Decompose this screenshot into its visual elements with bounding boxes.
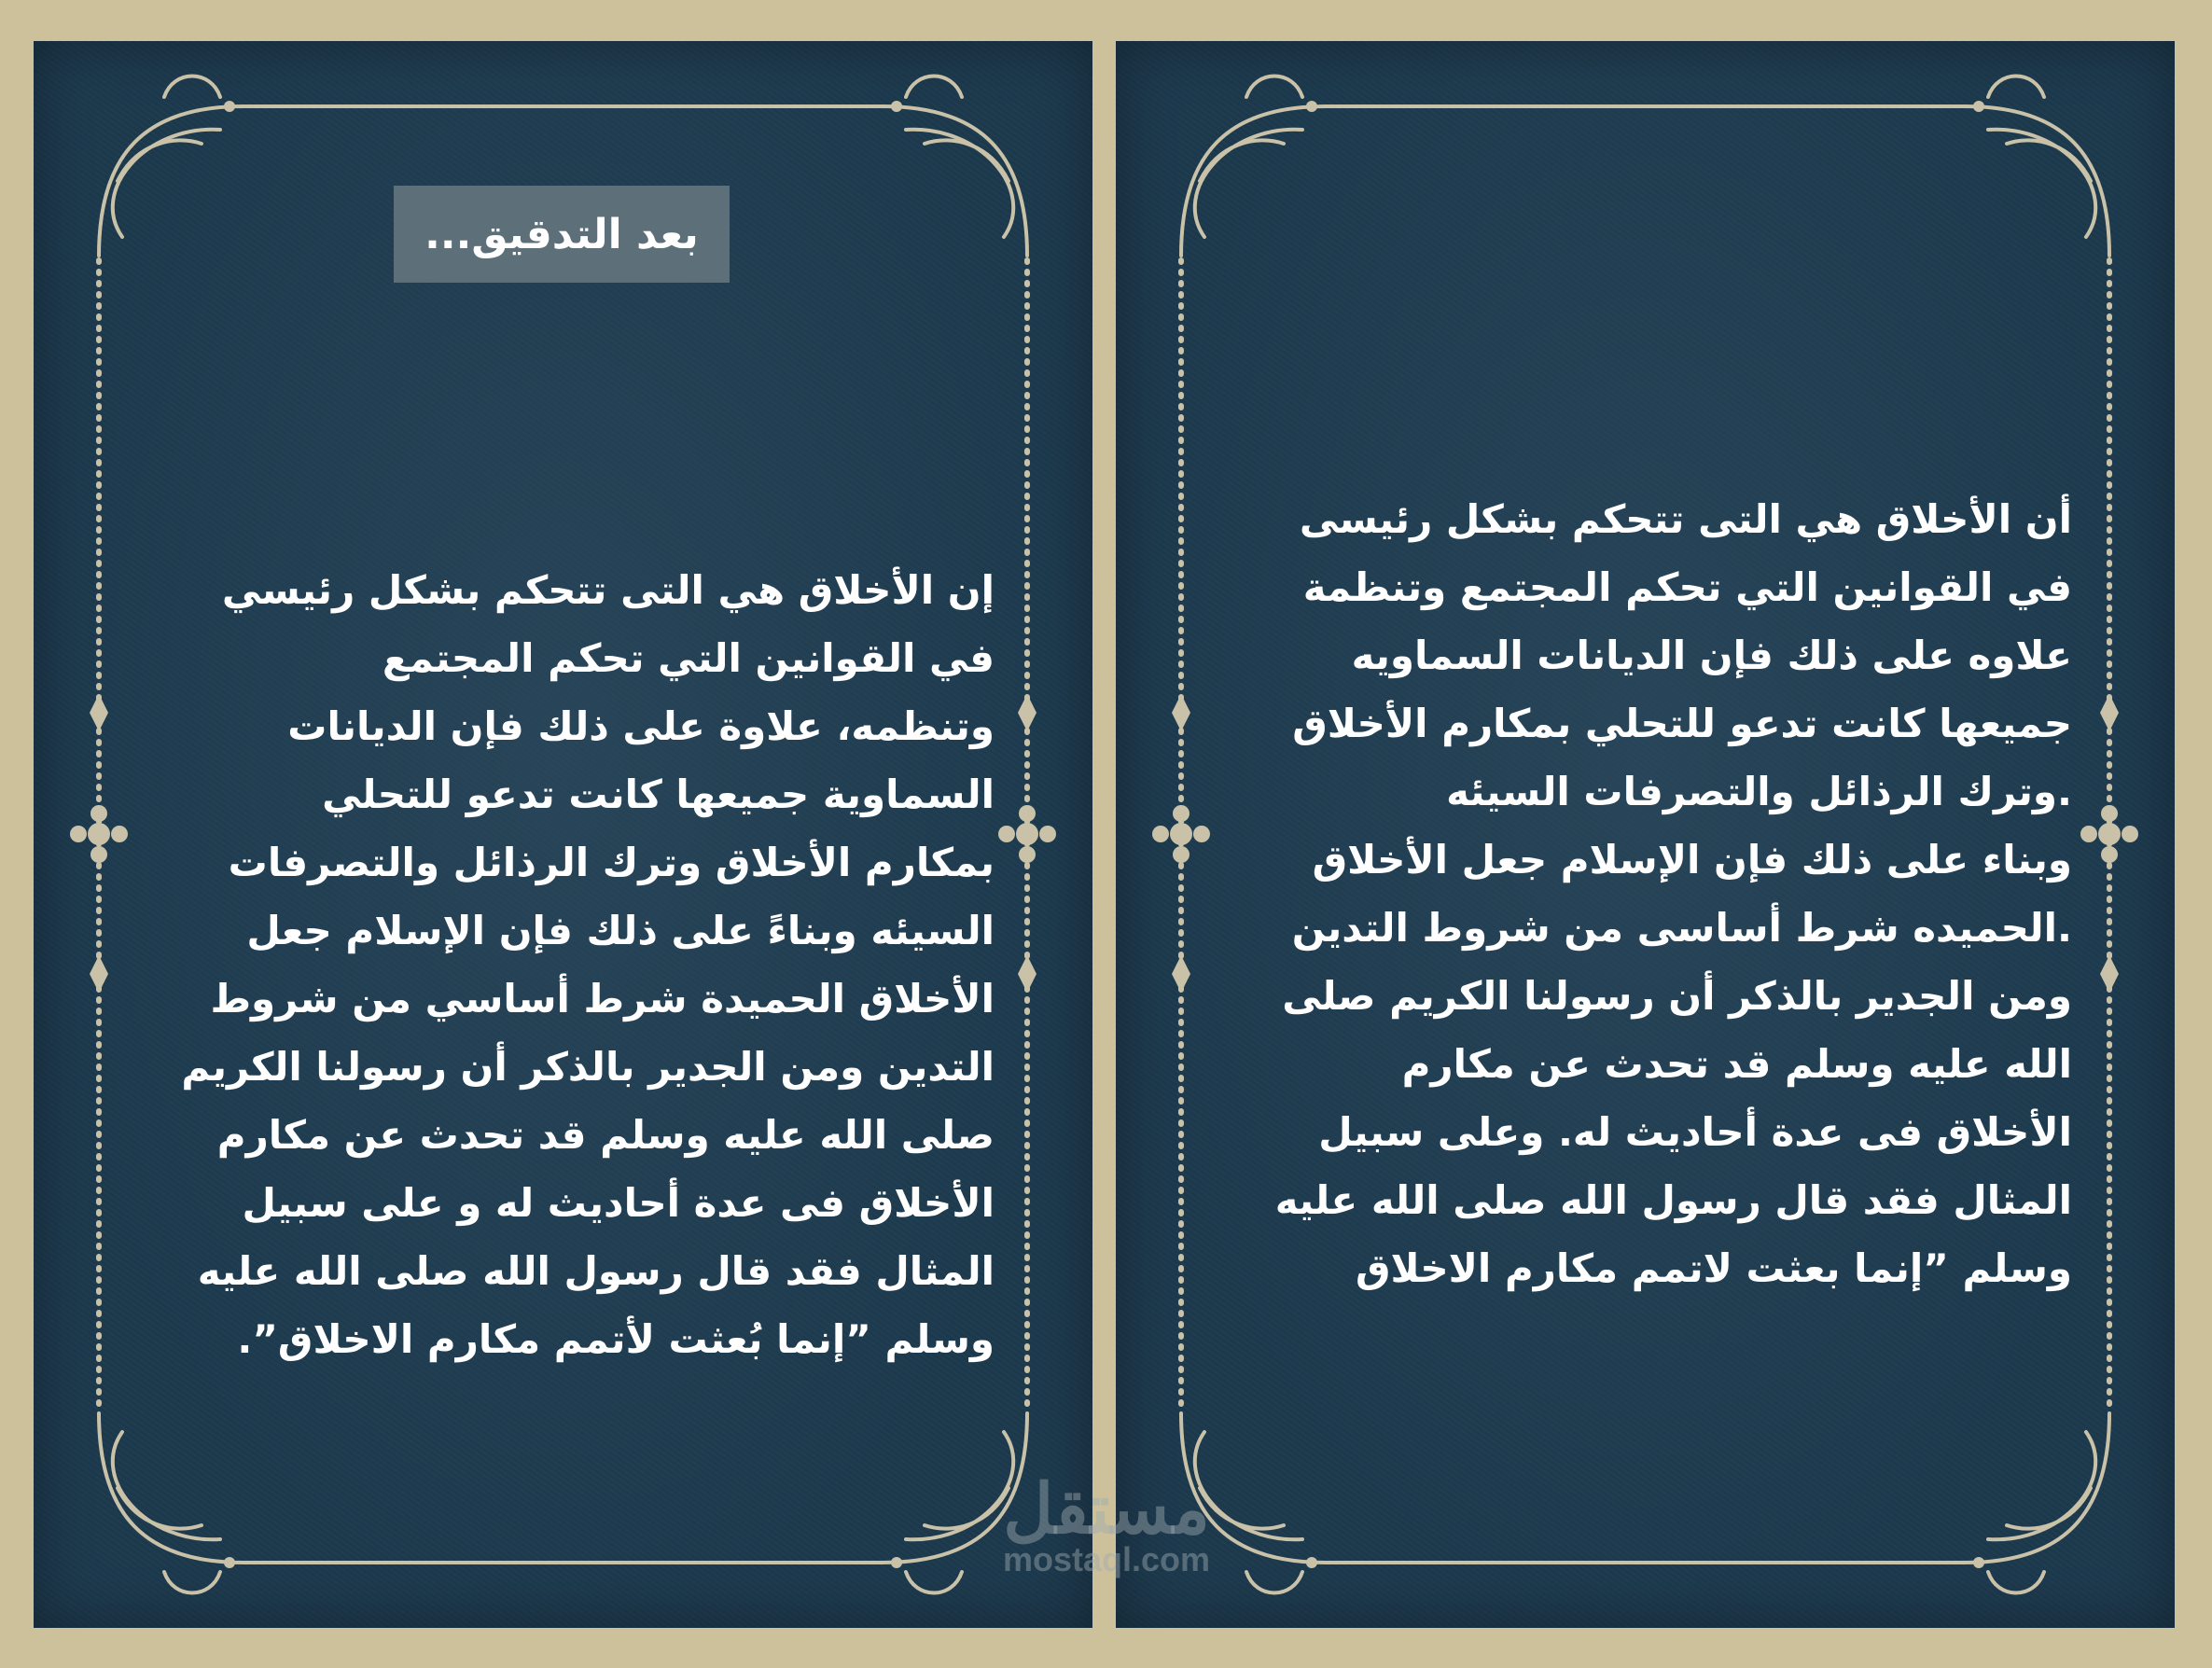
text-line: أن الأخلاق هي التى تتحكم بشكل رئيسى <box>1299 496 2072 542</box>
text-line: وسلم ”إنما بعثت لاتمم مكارم الاخلاق <box>1355 1245 2072 1291</box>
text-line: المثال فقد قال رسول الله صلى الله عليه <box>1274 1177 2072 1223</box>
text-line: وبناء على ذلك فإن الإسلام جعل الأخلاق <box>1312 837 2072 883</box>
text-line: المثال فقد قال رسول الله صلى الله عليه <box>197 1248 995 1294</box>
text-line: في القوانين التي تحكم المجتمع <box>382 635 995 681</box>
text-line: صلى الله عليه وسلم قد تحدث عن مكارم <box>216 1112 995 1158</box>
text-line: الله عليه وسلم قد تحدث عن مكارم <box>1401 1041 2072 1087</box>
text-line: إن الأخلاق هي التى تتحكم بشكل رئيسي <box>221 567 995 613</box>
mostaql-watermark <box>967 1472 1246 1578</box>
text-line: علاوه على ذلك فإن الديانات السماويه <box>1351 632 2072 678</box>
left-body-text <box>181 556 995 1373</box>
text-line: وتنظمه، علاوة على ذلك فإن الديانات <box>287 703 995 749</box>
right-panel <box>1116 41 2175 1628</box>
text-line: جميعها كانت تدعو للتحلي بمكارم الأخلاق <box>1292 701 2072 746</box>
watermark-url: mostaql.com <box>1002 1540 1211 1578</box>
text-line: التدين ومن الجدير بالذكر أن رسولنا الكريم <box>181 1044 995 1090</box>
text-line: السيئه وبناءً على ذلك فإن الإسلام جعل <box>246 908 995 953</box>
text-line: الأخلاق فى عدة أحاديث له. وعلى سبيل <box>1318 1109 2072 1155</box>
right-body-text <box>1275 485 2072 1302</box>
left-panel <box>34 41 1092 1628</box>
text-line: ومن الجدير بالذكر أن رسولنا الكريم صلى <box>1282 973 2072 1019</box>
text-line: السماوية جميعها كانت تدعو للتحلي <box>322 771 995 817</box>
after-review-label: بعد التدقيق... <box>394 186 730 283</box>
text-line: الأخلاق فى عدة أحاديث له و على سبيل <box>242 1180 995 1226</box>
text-line: .وترك الرذائل والتصرفات السيئه <box>1446 769 2072 814</box>
text-line: في القوانين التي تحكم المجتمع وتنظمة <box>1302 564 2072 610</box>
watermark-logo: مستقل <box>1003 1470 1210 1548</box>
text-line: وسلم ”إنما بُعثت لأتمم مكارم الاخلاق”. <box>237 1316 995 1362</box>
text-line: بمكارم الأخلاق وترك الرذائل والتصرفات <box>228 840 995 885</box>
text-line: الأخلاق الحميدة شرط أساسي من شروط <box>210 976 995 1022</box>
text-line: .الحميده شرط أساسى من شروط التدين <box>1291 905 2072 951</box>
